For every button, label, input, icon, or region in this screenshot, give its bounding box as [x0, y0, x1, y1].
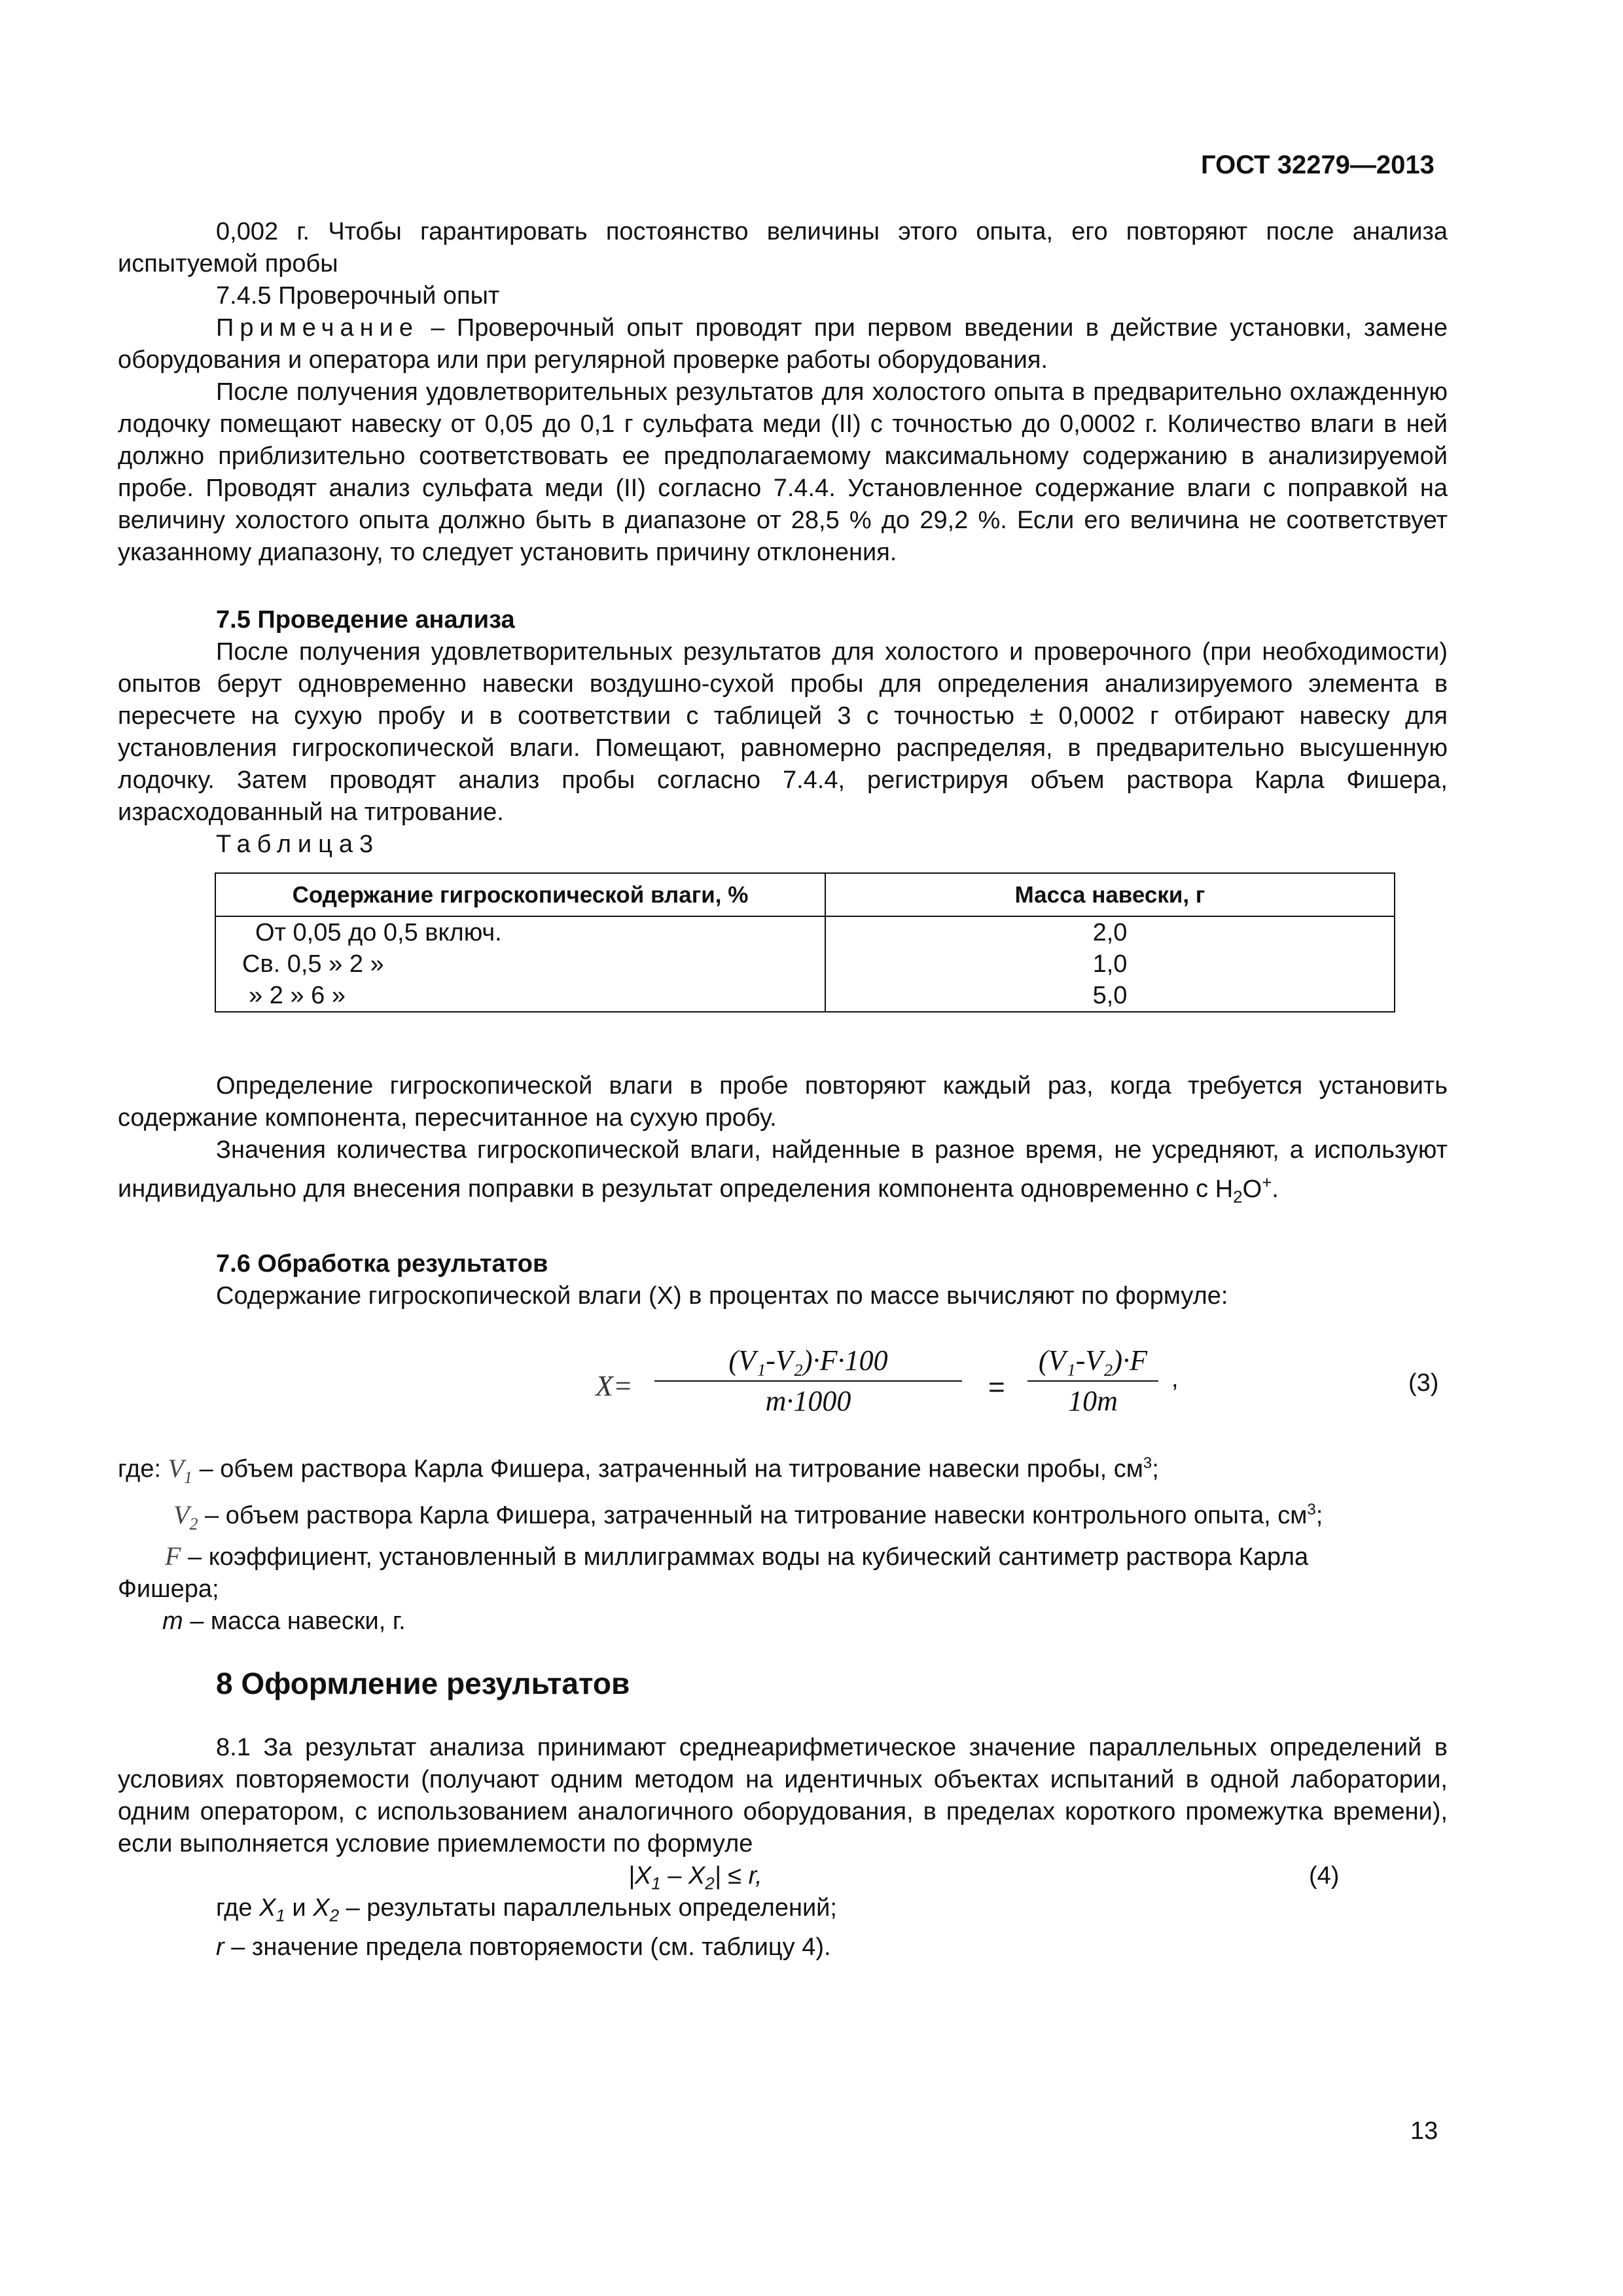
note-paragraph	[118, 312, 1448, 376]
table-3	[215, 872, 1395, 1013]
legend-v1: где: $V_1$ – объем раствора Карла Фишера, затраченный на титрование навески пробы, $см^3$;	[118, 1453, 1159, 1487]
paragraph-check-procedure: После получения удовлетворительных результатов для холостого опыта в предварительно охлажденную лодочку помещают навеску от 0,05 до 0,1 г сульфата меди (II) с точностью до 0,0002 г. Количество влаги в ней должно приблизительно соответствовать ее предполагаемому максимальному содержанию в анализируемой пробе. Проводят анализ сульфата меди (II) согласно 7.4.4. Установленное содержание влаги с поправкой на величину холостого опыта должно быть в диапазоне от 28,5 % до 29,2 %. Если его величина не соответствует указанному диапазону, то следует установить причину отклонения.	[118, 378, 1448, 566]
paragraph-analysis-procedure: После получения удовлетворительных результатов для холостого и проверочного (при необходимости) опытов берут одновременно навески воздушно-сухой пробы для определения анализируемого элемента в пересчете на сухую пробу и в соответствии с таблицей 3 с точностью ± 0,0002 г отбирают навеску для установления гигроскопической влаги. Помещают, равномерно распределяя, в предварительно высушенную лодочку. Затем проводят анализ пробы согласно 7.4.4, регистрируя объем раствора Карла Фишера, израсходованный на титрование.	[118, 638, 1448, 826]
table-row	[215, 948, 1395, 980]
table-header-cell: Масса навески, г	[825, 873, 1395, 916]
section-heading-7-5: 7.5 Проведение анализа	[216, 606, 515, 634]
note-text: – Проверочный опыт проводят при первом введении в действие установки, замене оборудования и оператора или при регулярной проверке работы оборудования.	[118, 314, 1448, 374]
table-cell: От 0,05 до 0,5 включ.	[215, 916, 825, 948]
table-header-row	[215, 873, 1395, 916]
legend-f: F – коэффициент, установленный в миллиграммах воды на кубический сантиметр раствора Карла	[165, 1541, 1309, 1571]
legend-f-continuation: Фишера;	[118, 1575, 219, 1603]
formula-3	[118, 1323, 1448, 1447]
table-cell: » 2 » 6 »	[215, 980, 825, 1012]
formula-fraction-1	[654, 1342, 962, 1420]
table-cell: Св. 0,5 » 2 »	[215, 948, 825, 980]
symbol-v2: $V_2$	[173, 1499, 198, 1534]
condition-expression: $|X_1 - X_2| \le r$,	[628, 1861, 762, 1893]
fraction-numerator: (V₁-V₂)·F·100	[728, 1344, 888, 1377]
formula-lhs: X=	[596, 1370, 633, 1403]
formula-legend	[118, 1447, 1448, 1637]
section-heading-8: 8 Оформление результатов	[216, 1666, 630, 1700]
table-caption: Таблица3	[216, 831, 380, 858]
fraction-denominator: 10m	[1068, 1385, 1118, 1418]
legend-v2: $V_2$ – объем раствора Карла Фишера, затраченный на титрование навески контрольного опыта, $см^3$;	[173, 1499, 1323, 1534]
subsection-title-7-4-5: 7.4.5 Проверочный опыт	[216, 282, 500, 310]
condition-4	[118, 1860, 1448, 1892]
formula-fraction-2	[1027, 1342, 1158, 1420]
condition-number: (4)	[1309, 1861, 1340, 1890]
page-number: 13	[1410, 2117, 1438, 2145]
formula-equals: =	[988, 1371, 1005, 1404]
table-row	[215, 916, 1395, 948]
fraction-numerator: (V₁-V₂)·F	[1038, 1344, 1148, 1377]
legend-m: m – масса навески, г.	[162, 1607, 406, 1635]
formula-number: (3)	[1408, 1369, 1439, 1397]
formula-comma: ,	[1171, 1365, 1179, 1393]
table-header-cell: Содержание гигроскопической влаги, %	[215, 873, 825, 916]
table-cell: 1,0	[825, 948, 1395, 980]
paragraph-moisture-values	[118, 1134, 1448, 1213]
document-header: ГОСТ 32279—2013	[1201, 151, 1435, 179]
moisture-values-text: Значения количества гигроскопической влаги, найденные в разное время, не усредняют, а используют индивидуально для внесения поправки в результат определения компонента одновременно с	[118, 1136, 1448, 1203]
symbol-f: F	[165, 1541, 181, 1571]
fraction-denominator: m·1000	[765, 1385, 851, 1418]
section-heading-7-6: 7.6 Обработка результатов	[216, 1250, 548, 1278]
condition-legend-x: где $X_1$ и $X_2$ – результаты параллельных определений;	[216, 1893, 837, 1926]
paragraph-moisture-repeat: Определение гигроскопической влаги в пробе повторяют каждый раз, когда требуется установить содержание компонента, пересчитанное на сухую пробу.	[118, 1072, 1448, 1132]
condition-legend-r: r – значение предела повторяемости (см. таблицу 4).	[216, 1933, 831, 1962]
paragraph-continuation: 0,002 г. Чтобы гарантировать постоянство величины этого опыта, его повторяют после анализа испытуемой пробы	[118, 218, 1448, 278]
document-body	[118, 216, 1448, 1964]
paragraph-formula-intro: Содержание гигроскопической влаги (X) в процентах по массе вычисляют по формуле:	[216, 1282, 1228, 1310]
note-label: Примечание	[216, 314, 419, 342]
table-cell: 2,0	[825, 916, 1395, 948]
symbol-v1: $V_1$	[168, 1453, 193, 1487]
paragraph-8-1: 8.1 За результат анализа принимают среднеарифметическое значение параллельных определений в условиях повторяемости (получают одним методом на идентичных объектах испытаний в одной лаборатории, одним оператором, с использованием аналогичного оборудования, в пределах короткого промежутка времени), если выполняется условие приемлемости по формуле	[118, 1733, 1448, 1857]
table-cell: 5,0	[825, 980, 1395, 1012]
table-row	[215, 980, 1395, 1012]
symbol-m: m	[162, 1607, 183, 1635]
h2o-formula: $H_2O^+$.	[1208, 1172, 1279, 1207]
